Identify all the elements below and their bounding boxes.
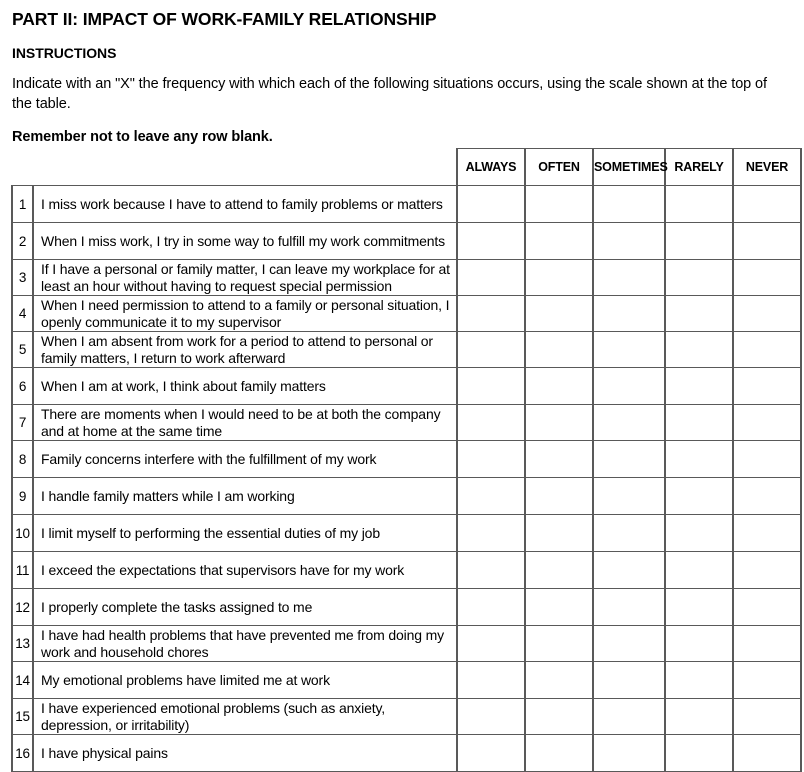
instructions-text: Indicate with an "X" the frequency with which each of the following situations occurs, using the scale shown at the top of the table. [12,75,767,113]
response-cell-often[interactable] [525,368,593,405]
row-statement: I have experienced emotional problems (such as anxiety, depression, or irritability) [33,699,457,735]
table-row [12,260,801,296]
response-cell-never[interactable] [733,735,801,772]
response-cell-sometimes[interactable] [593,405,665,441]
row-statement: I limit myself to performing the essential duties of my job [33,515,457,552]
response-cell-always[interactable] [457,699,525,735]
response-cell-sometimes[interactable] [593,260,665,296]
response-cell-always[interactable] [457,260,525,296]
response-cell-sometimes[interactable] [593,626,665,662]
table-row [12,368,801,405]
response-cell-often[interactable] [525,626,593,662]
response-cell-sometimes[interactable] [593,296,665,332]
row-statement: I exceed the expectations that supervisors have for my work [33,552,457,589]
column-header-sometimes: SOMETIMES [593,149,665,186]
survey-table-body [12,186,801,772]
survey-table [11,148,802,772]
response-cell-never[interactable] [733,699,801,735]
survey-table-container [11,148,801,772]
response-cell-rarely[interactable] [665,626,733,662]
response-cell-never[interactable] [733,223,801,260]
row-number: 9 [12,478,33,515]
response-cell-always[interactable] [457,441,525,478]
response-cell-rarely[interactable] [665,589,733,626]
response-cell-rarely[interactable] [665,186,733,223]
table-row [12,296,801,332]
row-number: 1 [12,186,33,223]
row-statement: When I miss work, I try in some way to fulfill my work commitments [33,223,457,260]
response-cell-sometimes[interactable] [593,552,665,589]
table-row [12,589,801,626]
row-statement: Family concerns interfere with the fulfillment of my work [33,441,457,478]
response-cell-never[interactable] [733,515,801,552]
row-number: 15 [12,699,33,735]
row-number: 2 [12,223,33,260]
response-cell-often[interactable] [525,260,593,296]
response-cell-rarely[interactable] [665,552,733,589]
response-cell-often[interactable] [525,296,593,332]
response-cell-sometimes[interactable] [593,223,665,260]
response-cell-always[interactable] [457,368,525,405]
response-cell-often[interactable] [525,662,593,699]
response-cell-always[interactable] [457,735,525,772]
response-cell-sometimes[interactable] [593,735,665,772]
header-spacer-number [12,149,33,186]
survey-table-head [12,149,801,186]
row-statement: My emotional problems have limited me at work [33,662,457,699]
response-cell-never[interactable] [733,332,801,368]
table-row [12,515,801,552]
response-cell-always[interactable] [457,405,525,441]
response-cell-rarely[interactable] [665,515,733,552]
table-row [12,699,801,735]
response-cell-always[interactable] [457,296,525,332]
response-cell-sometimes[interactable] [593,186,665,223]
response-cell-rarely[interactable] [665,368,733,405]
response-cell-sometimes[interactable] [593,515,665,552]
response-cell-often[interactable] [525,699,593,735]
response-cell-rarely[interactable] [665,441,733,478]
table-row [12,223,801,260]
response-cell-never[interactable] [733,552,801,589]
table-row [12,186,801,223]
response-cell-rarely[interactable] [665,260,733,296]
row-statement: I handle family matters while I am working [33,478,457,515]
header-spacer-statement [33,149,457,186]
row-number: 8 [12,441,33,478]
row-statement: I have physical pains [33,735,457,772]
response-cell-never[interactable] [733,478,801,515]
table-row [12,735,801,772]
response-cell-never[interactable] [733,368,801,405]
response-cell-always[interactable] [457,223,525,260]
response-cell-never[interactable] [733,405,801,441]
row-statement: When I am absent from work for a period to attend to personal or family matters, I return to work afterward [33,332,457,368]
row-statement: When I am at work, I think about family matters [33,368,457,405]
row-statement: I miss work because I have to attend to family problems or matters [33,186,457,223]
response-cell-never[interactable] [733,589,801,626]
response-cell-sometimes[interactable] [593,662,665,699]
page-title: PART II: IMPACT OF WORK-FAMILY RELATIONSHIP [12,9,437,29]
column-header-often: OFTEN [525,149,593,186]
column-header-always: ALWAYS [457,149,525,186]
response-cell-sometimes[interactable] [593,699,665,735]
row-number: 5 [12,332,33,368]
table-row [12,441,801,478]
response-cell-sometimes[interactable] [593,368,665,405]
response-cell-often[interactable] [525,441,593,478]
response-cell-sometimes[interactable] [593,589,665,626]
row-number: 3 [12,260,33,296]
table-row [12,332,801,368]
response-cell-often[interactable] [525,332,593,368]
response-cell-often[interactable] [525,552,593,589]
column-header-never: NEVER [733,149,801,186]
row-number: 11 [12,552,33,589]
response-cell-sometimes[interactable] [593,441,665,478]
response-cell-rarely[interactable] [665,699,733,735]
response-cell-never[interactable] [733,662,801,699]
remember-note: Remember not to leave any row blank. [12,128,273,145]
row-number: 4 [12,296,33,332]
row-statement: When I need permission to attend to a family or personal situation, I openly communicate it to my supervisor [33,296,457,332]
response-cell-never[interactable] [733,626,801,662]
response-cell-always[interactable] [457,515,525,552]
response-cell-often[interactable] [525,735,593,772]
table-row [12,626,801,662]
response-cell-often[interactable] [525,405,593,441]
response-cell-rarely[interactable] [665,223,733,260]
response-cell-always[interactable] [457,589,525,626]
response-cell-always[interactable] [457,662,525,699]
response-cell-rarely[interactable] [665,735,733,772]
row-statement: If I have a personal or family matter, I can leave my workplace for at least an hour without having to request special permission [33,260,457,296]
instructions-heading: INSTRUCTIONS [12,44,117,61]
row-statement: I have had health problems that have prevented me from doing my work and household chores [33,626,457,662]
response-cell-never[interactable] [733,186,801,223]
row-statement: I properly complete the tasks assigned to me [33,589,457,626]
table-row [12,552,801,589]
table-row [12,405,801,441]
table-row [12,478,801,515]
scale-header-row [12,149,801,186]
response-cell-often[interactable] [525,478,593,515]
response-cell-never[interactable] [733,441,801,478]
table-row [12,662,801,699]
response-cell-rarely[interactable] [665,296,733,332]
row-number: 6 [12,368,33,405]
response-cell-always[interactable] [457,626,525,662]
row-statement: There are moments when I would need to be at both the company and at home at the same time [33,405,457,441]
response-cell-never[interactable] [733,260,801,296]
response-cell-often[interactable] [525,223,593,260]
response-cell-always[interactable] [457,332,525,368]
row-number: 12 [12,589,33,626]
response-cell-often[interactable] [525,515,593,552]
response-cell-always[interactable] [457,186,525,223]
response-cell-rarely[interactable] [665,332,733,368]
row-number: 13 [12,626,33,662]
response-cell-always[interactable] [457,552,525,589]
response-cell-rarely[interactable] [665,478,733,515]
response-cell-sometimes[interactable] [593,332,665,368]
row-number: 10 [12,515,33,552]
row-number: 7 [12,405,33,441]
response-cell-rarely[interactable] [665,662,733,699]
response-cell-always[interactable] [457,478,525,515]
response-cell-never[interactable] [733,296,801,332]
response-cell-often[interactable] [525,186,593,223]
row-number: 16 [12,735,33,772]
response-cell-often[interactable] [525,589,593,626]
column-header-rarely: RARELY [665,149,733,186]
response-cell-rarely[interactable] [665,405,733,441]
row-number: 14 [12,662,33,699]
response-cell-sometimes[interactable] [593,478,665,515]
